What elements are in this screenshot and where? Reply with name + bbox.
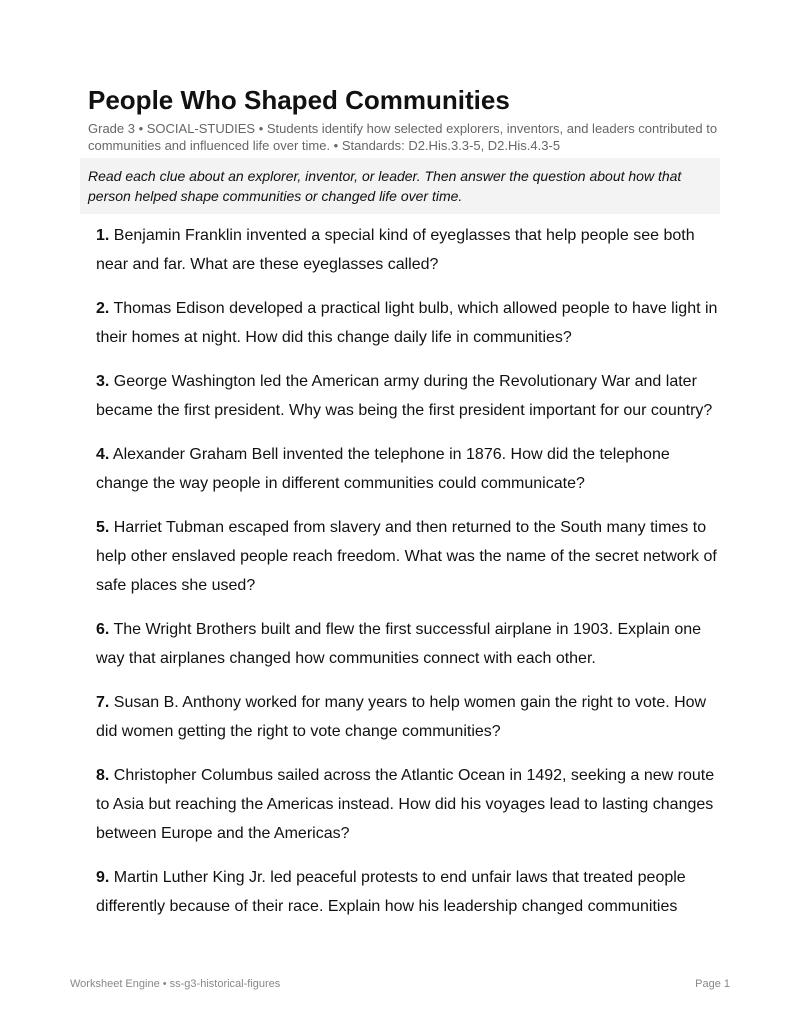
question-text: Benjamin Franklin invented a special kind of eyeglasses that help people see both near and far. What are these eyeglasses called? xyxy=(96,227,695,273)
question-text: Susan B. Anthony worked for many years to help women gain the right to vote. How did women getting the right to vote change communities? xyxy=(96,694,707,740)
question-text: Thomas Edison developed a practical light bulb, which allowed people to have light in their homes at night. How did this change daily life in communities? xyxy=(96,300,718,346)
question-text: The Wright Brothers built and flew the first successful airplane in 1903. Explain one way that airplanes changed how communities connect with each other. xyxy=(96,621,702,667)
question-item xyxy=(96,513,721,600)
footer-page-number: Page 1 xyxy=(695,978,730,990)
question-number: 1. xyxy=(96,227,110,244)
question-item xyxy=(96,615,721,673)
question-number: 2. xyxy=(96,300,110,317)
question-item xyxy=(96,688,721,746)
question-number: 6. xyxy=(96,621,110,638)
instructions-box: Read each clue about an explorer, inventor, or leader. Then answer the question about how that person helped shape communities or changed life over time. xyxy=(80,158,720,214)
question-item xyxy=(96,294,721,352)
question-text: George Washington led the American army during the Revolutionary War and later became the first president. Why was being the first president important for our country? xyxy=(96,373,713,419)
question-text: Martin Luther King Jr. led peaceful protests to end unfair laws that treated people differently because of their race. Explain how his leadership changed communities xyxy=(96,869,686,915)
question-text: Harriet Tubman escaped from slavery and then returned to the South many times to help other enslaved people reach freedom. What was the name of the secret network of safe places she used? xyxy=(96,519,717,594)
question-item xyxy=(96,863,721,921)
question-item xyxy=(96,761,721,848)
question-text: Christopher Columbus sailed across the Atlantic Ocean in 1492, seeking a new route to Asia but reaching the Americas instead. How did his voyages lead to lasting changes between Europe and the Americas? xyxy=(96,767,715,842)
question-text: Alexander Graham Bell invented the telephone in 1876. How did the telephone change the way people in different communities could communicate? xyxy=(96,446,670,492)
footer-source: Worksheet Engine • ss-g3-historical-figures xyxy=(70,978,281,990)
page-title: People Who Shaped Communities xyxy=(88,85,510,115)
question-number: 9. xyxy=(96,869,110,886)
question-number: 3. xyxy=(96,373,110,390)
question-list xyxy=(96,221,721,936)
question-item xyxy=(96,440,721,498)
question-number: 4. xyxy=(96,446,110,463)
question-number: 5. xyxy=(96,519,110,536)
question-item xyxy=(96,367,721,425)
page-subtitle: Grade 3 • SOCIAL-STUDIES • Students identify how selected explorers, inventors, and leaders contributed to communities and influenced life over time. • Standards: D2.His.3.3-5, D2.His.4.3-5 xyxy=(88,121,718,153)
question-number: 8. xyxy=(96,767,110,784)
question-item xyxy=(96,221,721,279)
question-number: 7. xyxy=(96,694,110,711)
